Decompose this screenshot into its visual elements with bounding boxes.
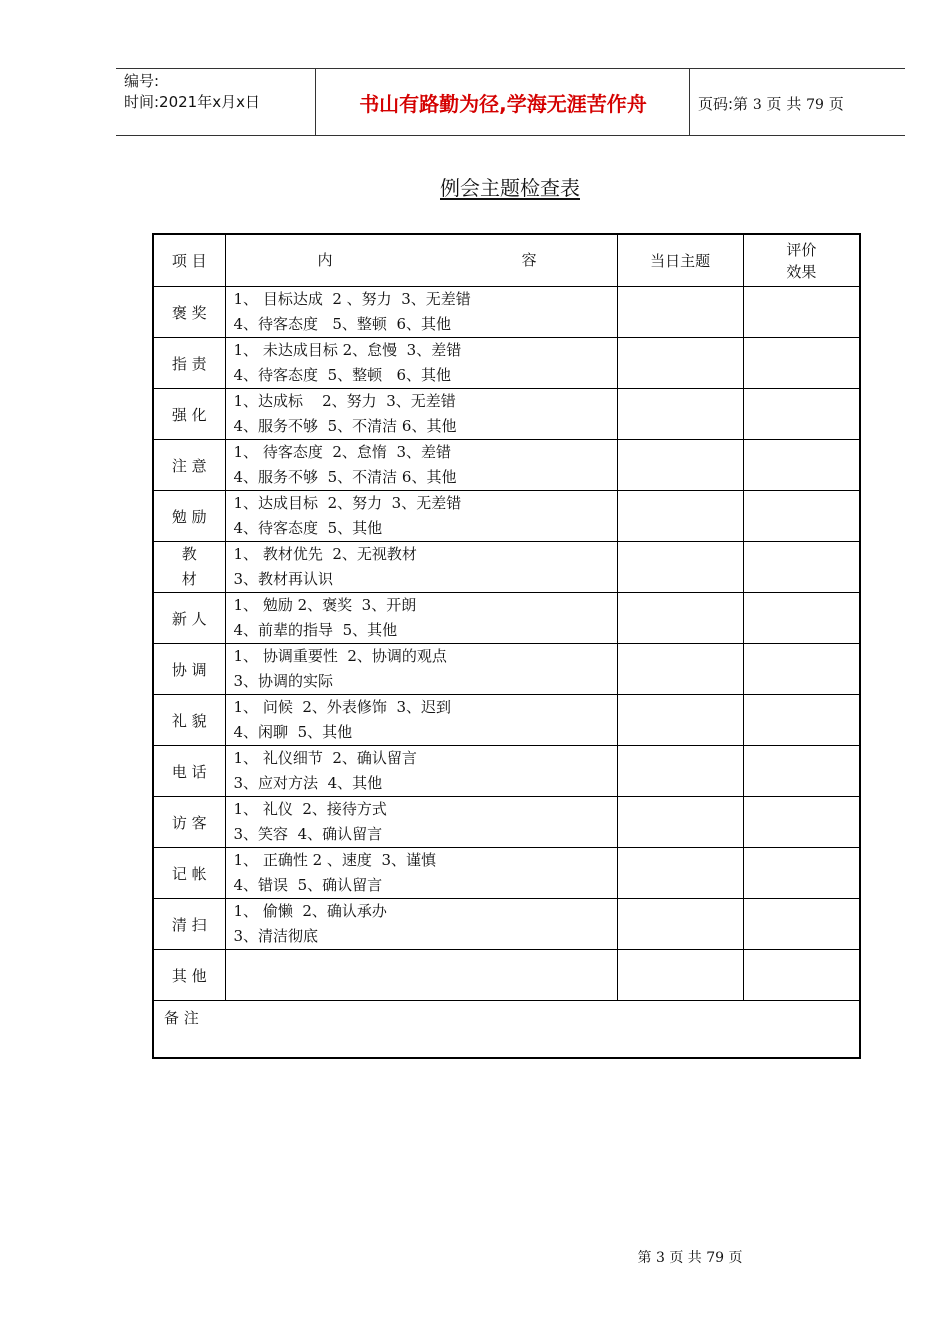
- table-row: [153, 389, 860, 440]
- table-row: [153, 440, 860, 491]
- page-prefix: 页码:第: [698, 95, 749, 113]
- page-current: 3: [752, 97, 762, 113]
- row-item-label: 强 化: [153, 389, 225, 440]
- row-evaluation-cell[interactable]: [743, 491, 860, 542]
- row-theme-cell[interactable]: [617, 950, 743, 1001]
- table-row: [153, 797, 860, 848]
- footer-total: 79: [706, 1250, 725, 1266]
- row-item-label: 访 客: [153, 797, 225, 848]
- table-row: [153, 950, 860, 1001]
- row-content-line2: 4、服务不够 5、不清洁 6、其他: [233, 417, 457, 435]
- row-evaluation-cell[interactable]: [743, 644, 860, 695]
- row-content-line1: 1、 礼仪 2、接待方式: [233, 800, 387, 818]
- row-content-line2: 3、协调的实际: [233, 672, 334, 690]
- header-page-info: [698, 93, 844, 114]
- row-theme-cell[interactable]: [617, 440, 743, 491]
- table-row: [153, 848, 860, 899]
- row-content: [225, 899, 617, 950]
- row-content: [225, 440, 617, 491]
- row-evaluation-cell[interactable]: [743, 797, 860, 848]
- page-suffix: 页: [828, 95, 844, 113]
- row-content: [225, 338, 617, 389]
- row-content-line1: 1、 目标达成 2 、努力 3、无差错: [233, 290, 471, 308]
- table-row: [153, 746, 860, 797]
- table-row: [153, 338, 860, 389]
- row-item-label: 清 扫: [153, 899, 225, 950]
- row-item-label: 注 意: [153, 440, 225, 491]
- row-evaluation-cell[interactable]: [743, 287, 860, 338]
- row-content: [225, 287, 617, 338]
- row-item-label: 指 责: [153, 338, 225, 389]
- row-content-line1: 1、 协调重要性 2、协调的观点: [233, 647, 447, 665]
- row-theme-cell[interactable]: [617, 644, 743, 695]
- row-evaluation-cell[interactable]: [743, 848, 860, 899]
- row-evaluation-cell[interactable]: [743, 899, 860, 950]
- row-content-line2: 3、应对方法 4、其他: [233, 774, 383, 792]
- table-row: [153, 695, 860, 746]
- row-theme-cell[interactable]: [617, 593, 743, 644]
- row-content: [225, 644, 617, 695]
- row-theme-cell[interactable]: [617, 746, 743, 797]
- header-evaluation: [743, 234, 860, 287]
- document-time-label: 时间:2021年x月x日: [124, 93, 260, 111]
- row-evaluation-cell[interactable]: [743, 593, 860, 644]
- meeting-theme-checklist-table: [152, 233, 861, 1059]
- row-content-line2: 4、待客态度 5、整顿 6、其他: [233, 315, 451, 333]
- row-theme-cell[interactable]: [617, 338, 743, 389]
- header-bottom-rule: [116, 135, 905, 136]
- footer-suffix: 页: [728, 1250, 743, 1266]
- document-number-label: 编号:: [124, 72, 160, 90]
- row-theme-cell[interactable]: [617, 899, 743, 950]
- row-evaluation-cell[interactable]: [743, 542, 860, 593]
- row-item-label: 电 话: [153, 746, 225, 797]
- row-content-line1: 1、 待客态度 2、怠惰 3、差错: [233, 443, 451, 461]
- row-content-line1: 1、 礼仪细节 2、确认留言: [233, 749, 417, 767]
- notes-label: 备 注: [164, 1009, 199, 1027]
- row-item-label: 其 他: [153, 950, 225, 1001]
- row-content: [225, 746, 617, 797]
- header-item: 项 目: [153, 234, 225, 287]
- notes-row: [153, 1001, 860, 1059]
- row-content-line1: 1、达成目标 2、努力 3、无差错: [233, 494, 462, 512]
- footer-current: 3: [655, 1250, 665, 1266]
- row-content-line2: 3、清洁彻底: [233, 927, 319, 945]
- row-evaluation-cell[interactable]: [743, 440, 860, 491]
- row-content-line2: 4、服务不够 5、不清洁 6、其他: [233, 468, 457, 486]
- page-mid: 页 共: [766, 95, 802, 113]
- row-content-line1: 1、达成标 2、努力 3、无差错: [233, 392, 456, 410]
- header-eval-line2: 效果: [786, 262, 817, 281]
- row-content-line1: 1、 未达成目标 2、怠慢 3、差错: [233, 341, 462, 359]
- row-theme-cell[interactable]: [617, 491, 743, 542]
- header-motto: 书山有路勤为径,学海无涯苦作舟: [359, 92, 647, 116]
- row-content-line1: 1、 教材优先 2、无视教材: [233, 545, 417, 563]
- page-footer: [0, 1247, 950, 1267]
- table-header-row: [153, 234, 860, 287]
- table-row: [153, 542, 860, 593]
- row-content-line1: 1、 勉励 2、褒奖 3、开朗: [233, 596, 417, 614]
- row-evaluation-cell[interactable]: [743, 338, 860, 389]
- row-item-label: 新 人: [153, 593, 225, 644]
- row-item-label: 勉 励: [153, 491, 225, 542]
- table-body: [153, 287, 860, 1001]
- row-content-line2: 4、闲聊 5、其他: [233, 723, 353, 741]
- table-row: [153, 899, 860, 950]
- row-content-line1: 1、 正确性 2 、速度 3、谨慎: [233, 851, 436, 869]
- document-title: 例会主题检查表: [440, 176, 580, 200]
- row-content: [225, 848, 617, 899]
- table-row: [153, 287, 860, 338]
- row-theme-cell[interactable]: [617, 287, 743, 338]
- row-content-line2: 3、教材再认识: [233, 570, 334, 588]
- row-content: [225, 542, 617, 593]
- row-item-label: 礼 貌: [153, 695, 225, 746]
- header-eval-line1: 评价: [786, 240, 817, 259]
- row-theme-cell[interactable]: [617, 695, 743, 746]
- row-content: [225, 491, 617, 542]
- footer-mid: 页 共: [669, 1250, 702, 1266]
- row-theme-cell[interactable]: [617, 542, 743, 593]
- row-content-line2: 4、待客态度 5、其他: [233, 519, 383, 537]
- row-content-line2: 3、笑容 4、确认留言: [233, 825, 383, 843]
- header-top-rule: [116, 68, 905, 69]
- table-row: [153, 593, 860, 644]
- notes-cell[interactable]: [153, 1001, 860, 1059]
- row-content-line1: 1、 偷懒 2、确认承办: [233, 902, 387, 920]
- header-content-right: 容: [521, 251, 537, 269]
- row-theme-cell[interactable]: [617, 389, 743, 440]
- row-theme-cell[interactable]: [617, 848, 743, 899]
- row-content: [225, 389, 617, 440]
- row-item-label: 教 材: [153, 542, 225, 593]
- header-meta: [124, 71, 260, 113]
- row-content-line2: 4、错误 5、确认留言: [233, 876, 383, 894]
- row-content-line2: 4、前辈的指导 5、其他: [233, 621, 398, 639]
- row-evaluation-cell[interactable]: [743, 695, 860, 746]
- table-row: [153, 644, 860, 695]
- row-evaluation-cell[interactable]: [743, 389, 860, 440]
- row-item-label: 褒 奖: [153, 287, 225, 338]
- row-content-line1: 1、 问候 2、外表修饰 3、迟到: [233, 698, 451, 716]
- row-content: [225, 593, 617, 644]
- row-evaluation-cell[interactable]: [743, 950, 860, 1001]
- row-content: [225, 695, 617, 746]
- page-total: 79: [806, 97, 824, 113]
- header-content-left: 内: [317, 251, 333, 269]
- row-content-line2: 4、待客态度 5、整顿 6、其他: [233, 366, 451, 384]
- footer-prefix: 第: [637, 1250, 652, 1266]
- row-content: [225, 950, 617, 1001]
- header-content: [225, 234, 617, 287]
- row-content: [225, 797, 617, 848]
- header-theme: 当日主题: [617, 234, 743, 287]
- row-evaluation-cell[interactable]: [743, 746, 860, 797]
- row-item-label: 记 帐: [153, 848, 225, 899]
- table-row: [153, 491, 860, 542]
- row-item-label: 协 调: [153, 644, 225, 695]
- row-theme-cell[interactable]: [617, 797, 743, 848]
